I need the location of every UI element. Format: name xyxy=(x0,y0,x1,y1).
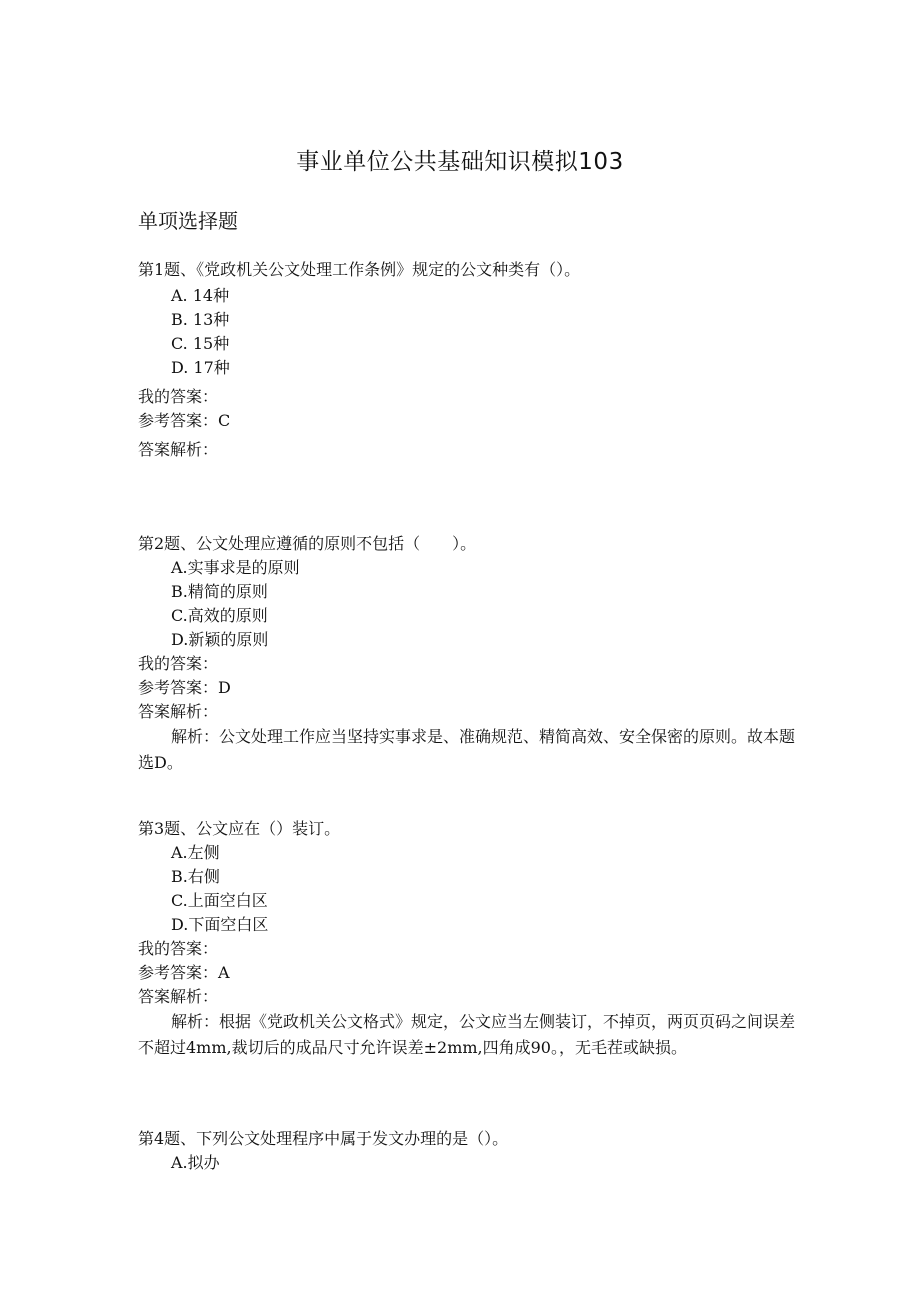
reference-answer: 参考答案：D xyxy=(138,678,231,697)
my-answer-label: 我的答案： xyxy=(138,654,219,673)
analysis-label: 答案解析： xyxy=(138,440,219,459)
option-d: D.下面空白区 xyxy=(171,915,269,934)
analysis-label: 答案解析： xyxy=(138,702,219,721)
option-b: B.右侧 xyxy=(171,867,220,886)
option-a: A. 14种 xyxy=(171,286,230,305)
reference-answer: 参考答案：C xyxy=(138,411,231,430)
reference-answer: 参考答案：A xyxy=(138,963,230,982)
question-stem: 第2题、公文处理应遵循的原则不包括（ ）。 xyxy=(138,534,477,553)
option-a: A.实事求是的原则 xyxy=(171,558,300,577)
option-c: C.上面空白区 xyxy=(171,891,268,910)
my-answer-label: 我的答案： xyxy=(138,939,219,958)
option-a: A.拟办 xyxy=(171,1153,220,1172)
option-c: C. 15种 xyxy=(171,334,230,353)
option-d: D. 17种 xyxy=(171,358,230,377)
option-d: D.新颖的原则 xyxy=(171,630,269,649)
question-1 xyxy=(138,258,798,462)
analysis-label: 答案解析： xyxy=(138,987,219,1006)
analysis-text: 解析：根据《党政机关公文格式》规定，公文应当左侧装订，不掉页，两页页码之间误差不超过4mm,裁切后的成品尺寸允许误差±2mm,四角成90。，无毛茬或缺损。 xyxy=(138,1012,796,1057)
document-title: 事业单位公共基础知识模拟103 xyxy=(296,149,624,175)
question-stem: 第3题、公文应在（）装订。 xyxy=(138,819,341,838)
option-c: C.高效的原则 xyxy=(171,606,268,625)
analysis-text: 解析：公文处理工作应当坚持实事求是、准确规范、精简高效、安全保密的原则。故本题选D。 xyxy=(138,727,796,772)
question-stem: 第1题、《党政机关公文处理工作条例》规定的公文种类有（）。 xyxy=(138,260,581,279)
option-b: B. 13种 xyxy=(171,310,230,329)
question-4 xyxy=(138,1127,798,1175)
question-3 xyxy=(138,817,798,1061)
option-b: B.精简的原则 xyxy=(171,582,268,601)
my-answer-label: 我的答案： xyxy=(138,387,219,406)
option-a: A.左侧 xyxy=(171,843,220,862)
question-stem: 第4题、下列公文处理程序中属于发文办理的是（）。 xyxy=(138,1129,509,1148)
section-heading: 单项选择题 xyxy=(138,209,238,233)
question-2 xyxy=(138,532,798,776)
